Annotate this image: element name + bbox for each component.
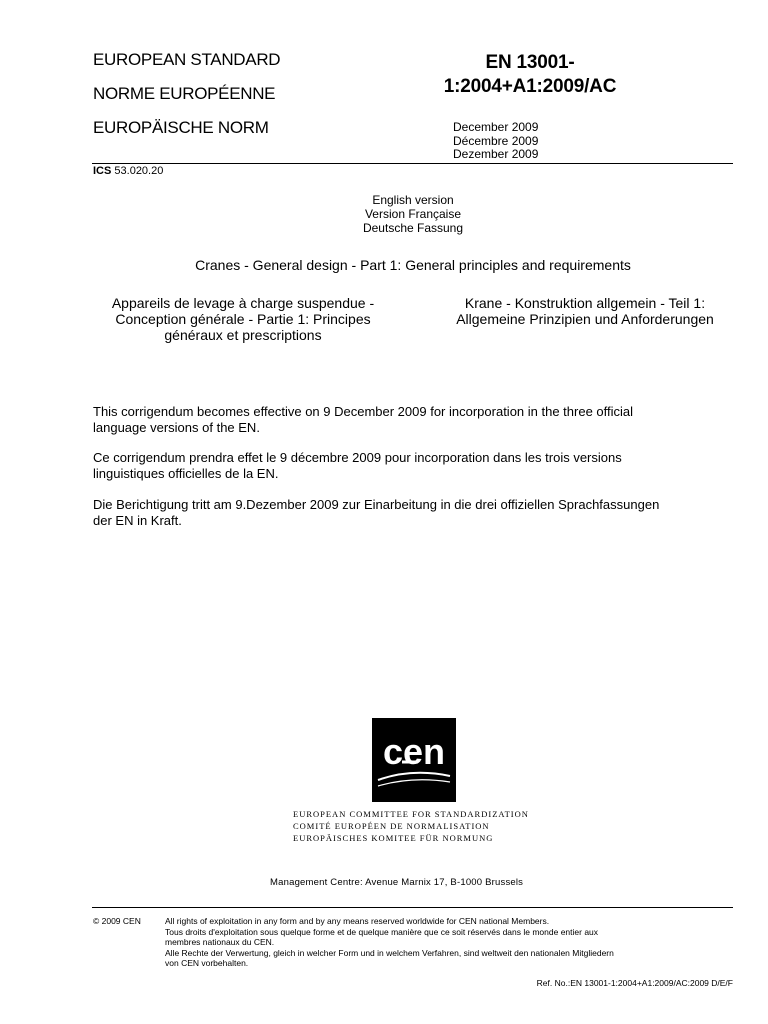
rights-notice xyxy=(165,916,735,969)
en-number-line2: 1:2004+A1:2009/AC xyxy=(443,76,617,97)
committee-names xyxy=(293,808,529,844)
paragraph-line: der EN in Kraft. xyxy=(93,513,182,528)
date-de: Dezember 2009 xyxy=(453,147,539,161)
standard-name-en: EUROPEAN STANDARD xyxy=(93,50,281,69)
version-en: English version xyxy=(372,193,454,207)
date-en: December 2009 xyxy=(453,120,539,134)
corrigendum-fr xyxy=(93,450,733,482)
committee-name-de: EUROPÄISCHES KOMITEE FÜR NORMUNG xyxy=(293,833,494,843)
paragraph-line: Die Berichtigung tritt am 9.Dezember 2009 zur Einarbeitung in die drei offiziellen Sprachfassungen xyxy=(93,497,660,512)
title-german xyxy=(430,295,740,327)
corrigendum-en xyxy=(93,404,733,436)
ics-label: ICS xyxy=(93,165,112,177)
paragraph-line: linguistiques officielles de la EN. xyxy=(93,466,279,481)
rights-line: membres nationaux du CEN. xyxy=(165,937,275,947)
cen-logo-text: cen xyxy=(382,731,446,772)
copyright: © 2009 CEN xyxy=(93,916,141,926)
header-rule xyxy=(92,163,733,164)
version-fr: Version Française xyxy=(364,207,462,221)
ics-line xyxy=(93,165,163,177)
management-centre: Management Centre: Avenue Marnix 17, B-1000 Brussels xyxy=(270,877,524,888)
paragraph-line: This corrigendum becomes effective on 9 December 2009 for incorporation in the three official xyxy=(93,404,634,419)
standard-name-de: EUROPÄISCHE NORM xyxy=(93,118,269,137)
footer-rule xyxy=(92,907,733,908)
corrigendum-de xyxy=(93,497,733,529)
paragraph-line: language versions of the EN. xyxy=(93,420,260,435)
title-french-line: Conception générale - Partie 1: Principes xyxy=(115,311,371,327)
rights-line: All rights of exploitation in any form and by any means reserved worldwide for CEN national Members. xyxy=(165,916,550,926)
title-french xyxy=(88,295,398,343)
committee-name-fr: COMITÉ EUROPÉEN DE NORMALISATION xyxy=(293,821,490,831)
title-german-line: Krane - Konstruktion allgemein - Teil 1: xyxy=(464,295,706,311)
en-number-line1: EN 13001- xyxy=(485,52,575,73)
version-de: Deutsche Fassung xyxy=(362,221,464,235)
title-french-line: généraux et prescriptions xyxy=(164,327,322,343)
title-english: Cranes - General design - Part 1: General principles and requirements xyxy=(195,257,631,273)
title-french-line: Appareils de levage à charge suspendue - xyxy=(111,295,375,311)
paragraph-line: Ce corrigendum prendra effet le 9 décembre 2009 pour incorporation dans les trois versions xyxy=(93,450,622,465)
rights-line: Alle Rechte der Verwertung, gleich in welcher Form und in welchem Verfahren, sind weltweit den nationalen Mitgliedern xyxy=(165,947,614,958)
standard-name-fr: NORME EUROPÉENNE xyxy=(93,84,276,103)
cen-logo xyxy=(372,718,456,802)
rights-line: Tous droits d'exploitation sous quelque forme et de quelque manière que ce soit réservés dans le monde entier aux xyxy=(165,926,599,937)
rights-line: von CEN vorbehalten. xyxy=(165,958,249,968)
committee-name-en: EUROPEAN COMMITTEE FOR STANDARDIZATION xyxy=(293,809,529,819)
cen-logo-icon xyxy=(372,718,456,802)
ics-value: 53.020.20 xyxy=(114,165,164,177)
date-fr: Décembre 2009 xyxy=(453,134,539,148)
title-german-line: Allgemeine Prinzipien und Anforderungen xyxy=(456,311,714,327)
reference-number: Ref. No.:EN 13001-1:2004+A1:2009/AC:2009 D/E/F xyxy=(536,978,733,988)
